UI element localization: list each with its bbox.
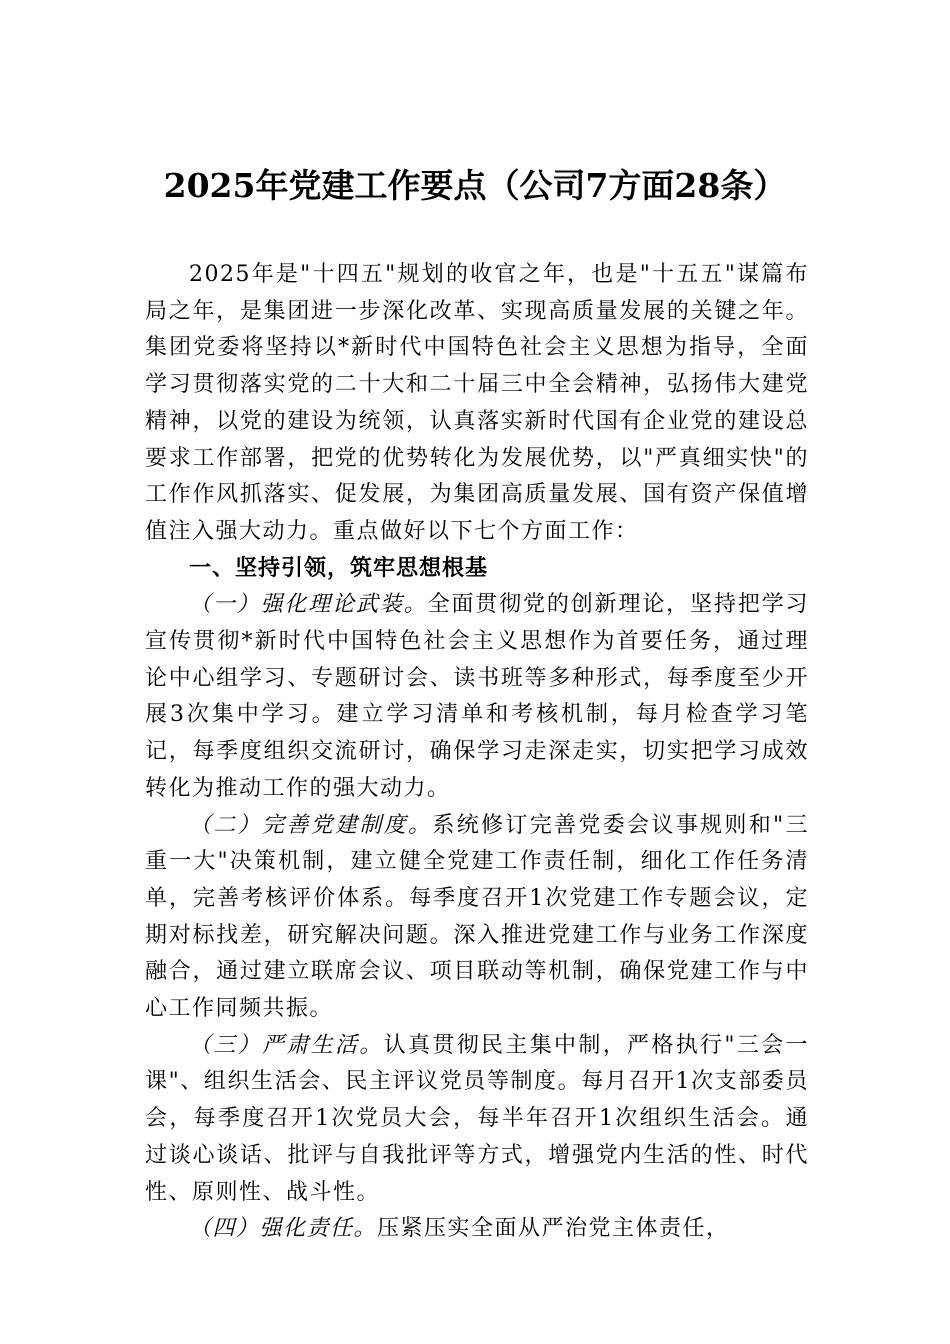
item-lead: （一）强化理论武装。	[189, 592, 428, 618]
item-lead: （二）完善党建制度。	[189, 812, 433, 838]
item-lead: （四）强化责任。	[189, 1216, 378, 1242]
section-heading-1: 一、坚持引领，筑牢思想根基	[189, 555, 489, 581]
section1-item-1	[145, 587, 809, 807]
intro-paragraph: 2025年是"十四五"规划的收官之年，也是"十五五"谋篇布局之年，是集团进一步深化改革、实现高质量发展的关键之年。集团党委将坚持以*新时代中国特色社会主义思想为指导，全面学习贯彻落实党的二十大和二十届三中全会精神，弘扬伟大建党精神，以党的建设为统领，认真落实新时代国有企业党的建设总要求工作部署，把党的优势转化为发展优势，以"严真细实快"的工作作风抓落实、促发展，为集团高质量发展、国有资产保值增值注入强大动力。重点做好以下七个方面工作：	[145, 262, 809, 544]
section1-item-4	[145, 1211, 809, 1248]
item-text: 压紧压实全面从严治党主体责任，	[377, 1216, 730, 1242]
item-text: 认真贯彻民主集中制，严格执行"三会一课"、组织生活会、民主评议党员等制度。每月召开1次支部委员会，每季度召开1次党员大会，每半年召开1次组织生活会。通过谈心谈话、批评与自我批评等方式，增强党内生活的性、时代性、原则性、战斗性。	[145, 1032, 809, 1205]
document-body	[145, 257, 809, 1248]
section1-item-3	[145, 1028, 809, 1212]
item-text: 系统修订完善党委会议事规则和"三重一大"决策机制，建立健全党建工作责任制，细化工作任务清单，完善考核评价体系。每季度召开1次党建工作专题会议，定期对标找差，研究解决问题。深入推进党建工作与业务工作深度融合，通过建立联席会议、项目联动等机制，确保党建工作与中心工作同频共振。	[145, 812, 809, 1022]
document-title: 2025年党建工作要点（公司7方面28条）	[163, 166, 787, 205]
item-lead: （三）严肃生活。	[189, 1032, 384, 1058]
item-text: 全面贯彻党的创新理论，坚持把学习宣传贯彻*新时代中国特色社会主义思想作为首要任务，通过理论中心组学习、专题研讨会、读书班等多种形式，每季度至少开展3次集中学习。建立学习清单和考核机制，每月检查学习笔记，每季度组织交流研讨，确保学习走深走实，切实把学习成效转化为推动工作的强大动力。	[145, 592, 809, 801]
section1-item-2	[145, 808, 809, 1028]
